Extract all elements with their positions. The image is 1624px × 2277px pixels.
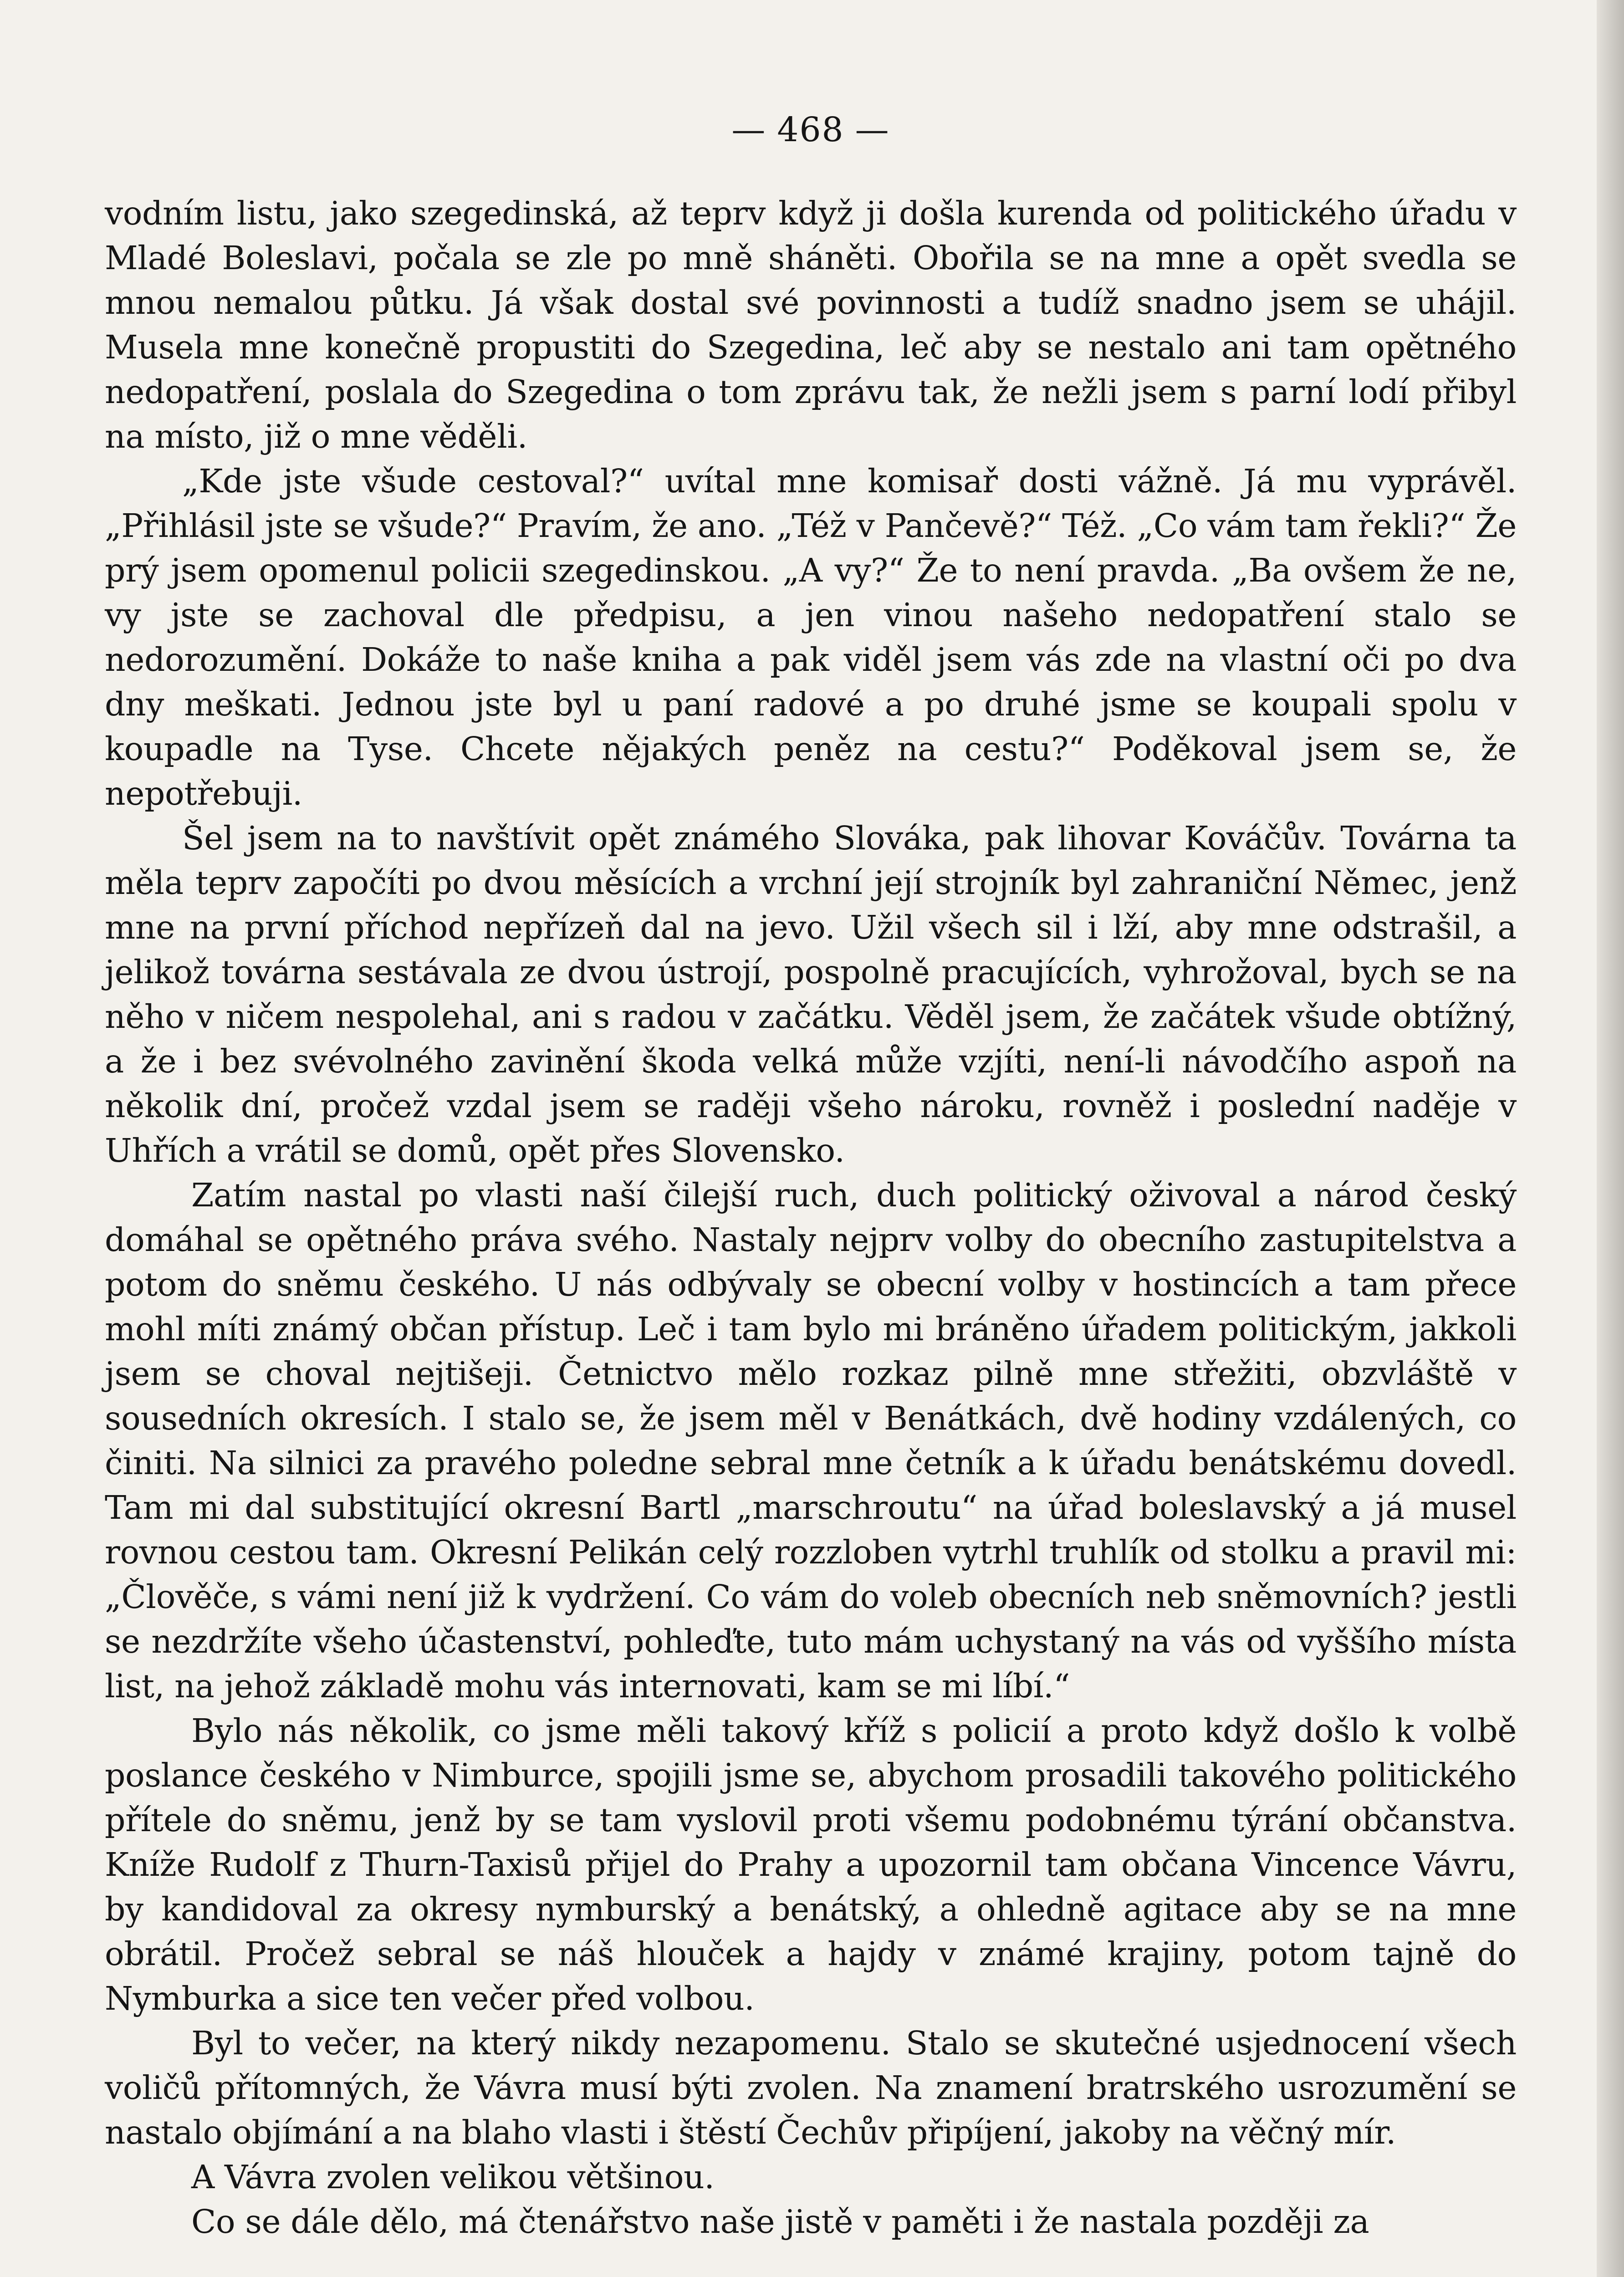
page-number (105, 109, 1517, 150)
paragraph-2: „Kde jste všude cestoval?“ uvítal mne komisař dosti vážně. Já mu vyprávěl. „Přihlásil jste se všude?“ Pravím, že ano. „Též v Pančevě?“ Též. „Co vám tam řekli?“ Že prý jsem opomenul policii szegedinskou. „A vy?“ Že to není pravda. „Ba ovšem že ne, vy jste se zachoval dle předpisu, a jen vinou našeho nedopatření stalo se nedorozumění. Dokáže to naše kniha a pak viděl jsem vás zde na vlastní oči po dva dny meškati. Jednou jste byl u paní radové a po druhé jsme se koupali spolu v koupadle na Tyse. Chcete nějakých peněz na cestu?“ Poděkoval jsem se, že nepotřebuji. (105, 462, 1517, 812)
paragraph-4: Zatím nastal po vlasti naší čilejší ruch, duch politický oživoval a národ český domáhal se opětného práva svého. Nastaly nejprv volby do obecního zastupitelstva a potom do sněmu českého. U nás odbývaly se obecní volby v hostincích a tam přece mohl míti známý občan přístup. Leč i tam bylo mi bráněno úřadem politickým, jakkoli jsem se choval nejtišeji. Četnictvo mělo rozkaz pilně mne střežiti, obzvláště v sousedních okresích. I stalo se, že jsem měl v Benátkách, dvě hodiny vzdálených, co činiti. Na silnici za pravého poledne sebral mne četník a k úřadu benátskému dovedl. Tam mi dal substitující okresní Bartl „marschroutu“ na úřad boleslavský a já musel rovnou cestou tam. Okresní Pelikán celý rozzloben vytrhl truhlík od stolku a pravil mi: „Člověče, s vámi není již k vydržení. Co vám do voleb obecních neb sněmovních? jestli se nezdržíte všeho účastenství, pohleďte, tuto mám uchystaný na vás od vyššího místa list, na jehož základě mohu vás internovati, kam se mi líbí.“ (105, 1176, 1517, 1705)
page-number-dash-right: — (855, 110, 890, 149)
paragraph-7: A Vávra zvolen velikou většinou. (191, 2158, 715, 2196)
paragraph-1: vodním listu, jako szegedinská, až teprv když ji došla kurenda od politického úřadu v Mladé Boleslavi, počala se zle po mně sháněti. Obořila se na mne a opět svedla se mnou nemalou půtku. Já však dostal své povinnosti a tudíž snadno jsem se uhájil. Musela mne konečně propustiti do Szegedina, leč aby se nestalo ani tam opětného nedopatření, poslala do Szegedina o tom zprávu tak, že nežli jsem s parní lodí přibyl na místo, již o mne věděli. (105, 194, 1517, 455)
paragraph-3: Šel jsem na to navštívit opět známého Slováka, pak lihovar Kováčův. Továrna ta měla teprv započíti po dvou měsících a vrchní její strojník byl zahraniční Němec, jenž mne na první příchod nepřízeň dal na jevo. Užil všech sil i lží, aby mne odstrašil, a jelikož továrna sestávala ze dvou ústrojí, pospolně pracujících, vyhrožoval, bych se na něho v ničem nespolehal, ani s radou v začátku. Věděl jsem, že začátek všude obtížný, a že i bez svévolného zavinění škoda velká může vzjíti, není-li návodčího aspoň na několik dní, pročež vzdal jsem se raději všeho nároku, rovněž i poslední naděje v Uhřích a vrátil se domů, opět přes Slovensko. (105, 819, 1517, 1169)
paragraph-8: Co se dále dělo, má čtenářstvo naše jistě v paměti i že nastala později za (191, 2203, 1369, 2241)
paragraph-5: Bylo nás několik, co jsme měli takový kříž s policií a proto když došlo k volbě poslance českého v Nimburce, spojili jsme se, abychom prosadili takového politického přítele do sněmu, jenž by se tam vyslovil proti všemu podobnému týrání občanstva. Kníže Rudolf z Thurn-Taxisů přijel do Prahy a upozornil tam občana Vincence Vávru, by kandidoval za okresy nymburský a benátský, a ohledně agitace aby se na mne obrátil. Pročež sebral se náš hlouček a hajdy v známé krajiny, potom tajně do Nymburka a sice ten večer před volbou. (105, 1712, 1517, 2017)
scan-edge (1597, 0, 1624, 2277)
book-page (105, 105, 1517, 2277)
paragraph-6: Byl to večer, na který nikdy nezapomenu. Stalo se skutečné usjednocení všech voličů přítomných, že Vávra musí býti zvolen. Na znamení bratrského usrozumění se nastalo objímání a na blaho vlasti i štěstí Čechův připíjení, jakoby na věčný mír. (105, 2024, 1517, 2151)
body-text (105, 191, 1517, 2244)
page-number-value: 468 (777, 110, 844, 149)
page-number-dash-left: — (731, 110, 766, 149)
